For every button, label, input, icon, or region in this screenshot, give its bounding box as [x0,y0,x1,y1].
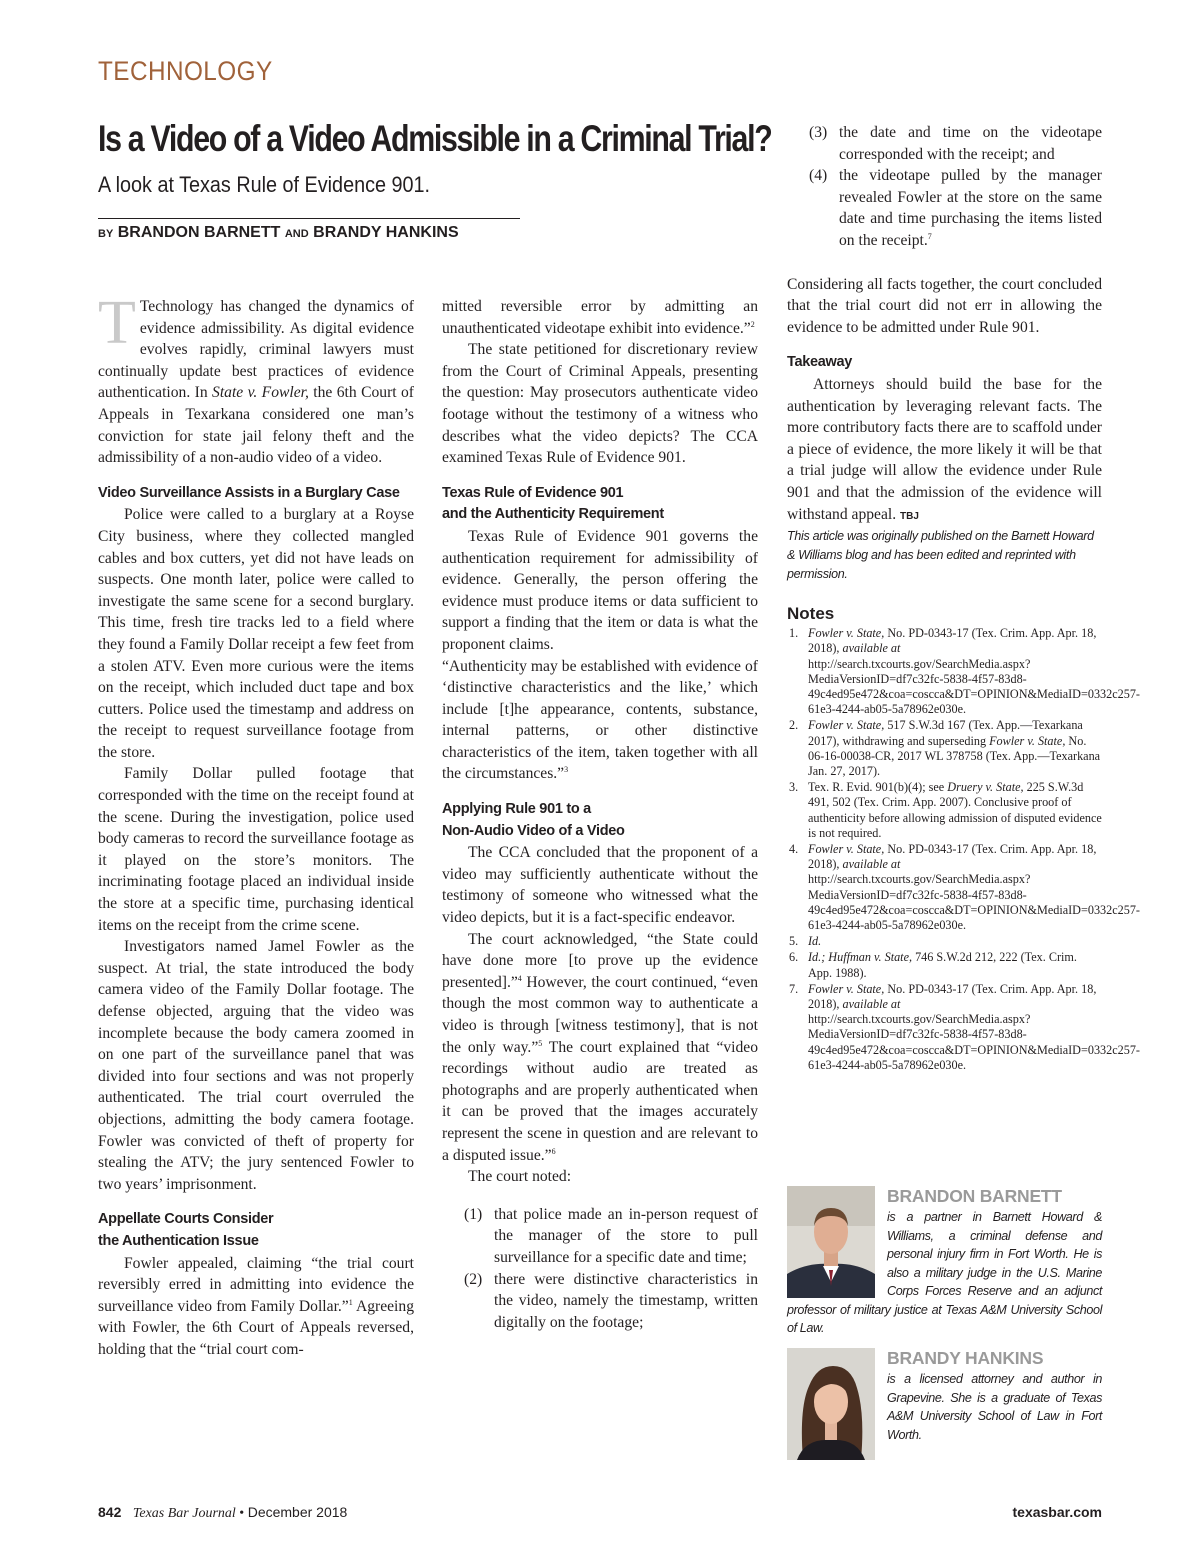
notes-list [787,626,1140,1073]
paragraph: Fowler appealed, claiming “the trial court reversibly erred in admitting into evidence the surveillance video from Family Dollar.”$^1$ Agreeing with Fowler, the 6th Court of Appeals reversed, holding that the “trial court com- [98,1254,414,1358]
list-item: (1) that police made an in-person request of the manager of the store to pull surveillance for a specific date and time; [464,1205,758,1266]
note-item: 5. Id. [789,934,822,949]
publication-name: Texas Bar Journal [132,1506,236,1521]
author-bio-hankins [787,1348,1102,1458]
column-3 [787,122,1140,1074]
page-footer [98,1504,1102,1522]
author-1: BRANDON BARNETT [117,224,281,241]
paragraph: The CCA concluded that the proponent of a video may sufficiently authenticate without the testimony of someone who witnessed what the video depicts, but it is a fact-specific endeavor. [442,844,758,927]
heading-applying-rule-901: Applying Rule 901 to a Non-Audio Video of a Video [442,801,625,839]
heading-takeaway: Takeaway [787,354,853,371]
subhead: A look at Texas Rule of Evidence 901. [98,172,431,197]
page-number: 842 [98,1504,122,1520]
paragraph: The court acknowledged, “the State could have done more [to prove up the evidence presented].”$^4$ However, the court continued, “even though the most common way to authenticate a video is through [witness testimony], that is not the only way.”$^5$ The court explained that “video recordings without audio are treated as photographs and are properly authenticated when it can be proved that the images accurately represent the scene in question and are relevant to a disputed issue.”$^6$ [442,930,759,1164]
list-item: (2) there were distinctive characteristics in the video, namely the timestamp, written digitally on the footage; [464,1270,758,1331]
reprint-credit: This article was originally published on the Barnett Howard & Williams blog and has been edited and reprinted with permission. [787,529,1094,582]
author-bio-barnett [787,1186,1102,1335]
note-item: 6. Id.; Huffman v. State, 746 S.W.2d 212, 222 (Tex. Crim. App. 1988). [789,950,1077,980]
paragraph: The court noted: [468,1168,572,1186]
headline: Is a Video of a Video Admissible in a Criminal Trial? [98,118,772,159]
column-1 [98,289,414,1361]
drop-cap: T [98,289,136,357]
column-2 [442,296,758,1333]
list-item: (3) the date and time on the videotape corresponded with the receipt; and [809,124,1102,163]
paragraph: mitted reversible error by admitting an unauthenticated videotape exhibit into evidence.”$^2$ [442,298,758,337]
note-item: 4. Fowler v. State, No. PD-0343-17 (Tex. Crim. App. Apr. 18, 2018), available at http://search.txcourts.gov/SearchMedia.aspx?MediaVersionID=df7c32fc-5838-4f57-83d8-49c4ed95e472&coa=coscca&DT=OPINION&MediaID=0332c257-61e3-4244-ab05-5a78962e030e. [789,841,1140,932]
notes-heading: Notes [787,604,835,624]
note-item: 1. Fowler v. State, No. PD-0343-17 (Tex. Crim. App. Apr. 18, 2018), available at http://search.txcourts.gov/SearchMedia.aspx?MediaVersionID=df7c32fc-5838-4f57-83d8-49c4ed95e472&coa=coscca&DT=OPINION&MediaID=0332c257-61e3-4244-ab05-5a78962e030e. [789,626,1140,717]
paragraph: Family Dollar pulled footage that corresponded with the time on the receipt found at the scene. During the investigation, police used body cameras to record the surveillance footage as it played on the store’s monitors. The incriminating footage placed an individual inside the store at a specific time, purchasing identical items on the receipt from the crime scene. [98,765,414,934]
paragraph: Investigators named Jamel Fowler as the suspect. At trial, the state introduced the body camera video of the Family Dollar footage. The defense objected, arguing that the video was incomplete because the body camera zoomed in on one part of the surveillance panel that was divided into four sections and was not properly authenticated. The trial court overruled the objections, admitting the body camera footage. Fowler was convicted of theft of property for stealing the ATV; the jury sentenced Fowler to two years’ imprisonment. [98,938,414,1193]
issue-date: December 2018 [247,1504,348,1520]
bio-text: is a licensed attorney and author in Grapevine. She is a graduate of Texas A&M University School of Law in Fort Worth. [887,1372,1102,1442]
note-item: 2. Fowler v. State, 517 S.W.3d 167 (Tex. App.—Texarkana 2017), withdrawing and superseding Fowler v. State, No. 06-16-00038-CR, 2017 WL 378758 (Tex. App.—Texarkana Jan. 27, 2017). [789,718,1101,778]
paragraph: Considering all facts together, the court concluded that the trial court did not err in allowing the evidence to be admitted under Rule 901. [787,275,1102,336]
intro-paragraph: T Technology has changed the dynamics of evidence admissibility. As digital evidence evolves rapidly, criminal lawyers must continually update best practices of evidence authentication. In State v. Fowler, the 6th Court of Appeals in Texarkana considered one man’s conviction for state jail felony theft and the admissibility of a non-audio video of a video. [98,289,414,467]
byline: BY BRANDON BARNETT AND BRANDY HANKINS [98,224,459,241]
paragraph: Police were called to a burglary at a Royse City business, where they collected mangled cables and box cutters, yet did not have leads on suspects. One month later, police were called to investigate the same scene for a second burglary. This time, fresh tire tracks led to a field where they found a Family Dollar receipt a few feet from a stolen ATV. Even more curious were the items on the receipt, which included duct tape and box cutters. Police used the timestamp and address on the receipt to request surveillance footage from the store. [98,506,414,761]
block-quote: “Authenticity may be established with evidence of ‘distinctive characteristics and the like,’ which include [t]he appearance, contents, substance, internal patterns, or other distinctive characteristics of the item, taken together with all the circumstances.”$^3$ [442,657,758,783]
heading-rule-901: Texas Rule of Evidence 901 and the Authenticity Requirement [442,484,664,523]
site-url: texasbar.com [1012,1504,1102,1520]
author-2: BRANDY HANKINS [313,224,459,241]
court-findings-list [442,1204,758,1334]
bio-name: BRANDY HANKINS [887,1348,1044,1368]
footer-bullet: • [239,1506,245,1521]
note-item: 7. Fowler v. State, No. PD-0343-17 (Tex. Crim. App. Apr. 18, 2018), available at http://search.txcourts.gov/SearchMedia.aspx?MediaVersionID=df7c32fc-5838-4f57-83d8-49c4ed95e472&coa=coscca&DT=OPINION&MediaID=0332c257-61e3-4244-ab05-5a78962e030e. [789,981,1140,1072]
heading-appellate-courts: Appellate Courts Consider the Authentication Issue [98,1211,274,1249]
bio-name: BRANDON BARNETT [887,1186,1062,1206]
court-findings-list-continued [787,122,1102,252]
paragraph: Attorneys should build the base for the authentication by leveraging relevant facts. The more contributory facts there are to scaffold under a piece of evidence, the more likely it will be that a trial judge will allow the evidence under Rule 901 and that the admission of the evidence will withstand appeal. TBJ [787,375,1102,523]
section-tag: TECHNOLOGY [98,56,273,86]
byline-rule [98,218,520,219]
note-item: 3. Tex. R. Evid. 901(b)(4); see Druery v. State, 225 S.W.3d 491, 502 (Tex. Crim. App. 2007). Conclusive proof of authenticity before allowing admission of disputed evidence is not required. [789,780,1102,840]
paragraph: The state petitioned for discretionary review from the Court of Criminal Appeals, presenting the question: May prosecutors authenticate video footage without the testimony of a witness who describes what the video depicts? The CCA examined Texas Rule of Evidence 901. [442,341,758,467]
paragraph: Texas Rule of Evidence 901 governs the authentication requirement for admissibility of evidence. Generally, the person offering the evidence must produce items or data sufficient to support a finding that the item or data is what the proponent claims. [442,527,758,653]
list-item: (4) the videotape pulled by the manager revealed Fowler at the store on the same date and time purchasing the items listed on the receipt.$^7$ [809,167,1102,249]
heading-video-surveillance: Video Surveillance Assists in a Burglary Case [98,484,400,501]
author-photo-hankins [787,1348,875,1460]
bio-text: is a partner in Barnett Howard & Williams, a criminal defense and personal injury firm in Fort Worth. He is also a military judge in the U.S. Marine Corps Forces Reserve and an adjunct professor of military justice at Texas A&M University School of Law. [787,1210,1102,1335]
tbj-end-mark: TBJ [900,510,919,522]
